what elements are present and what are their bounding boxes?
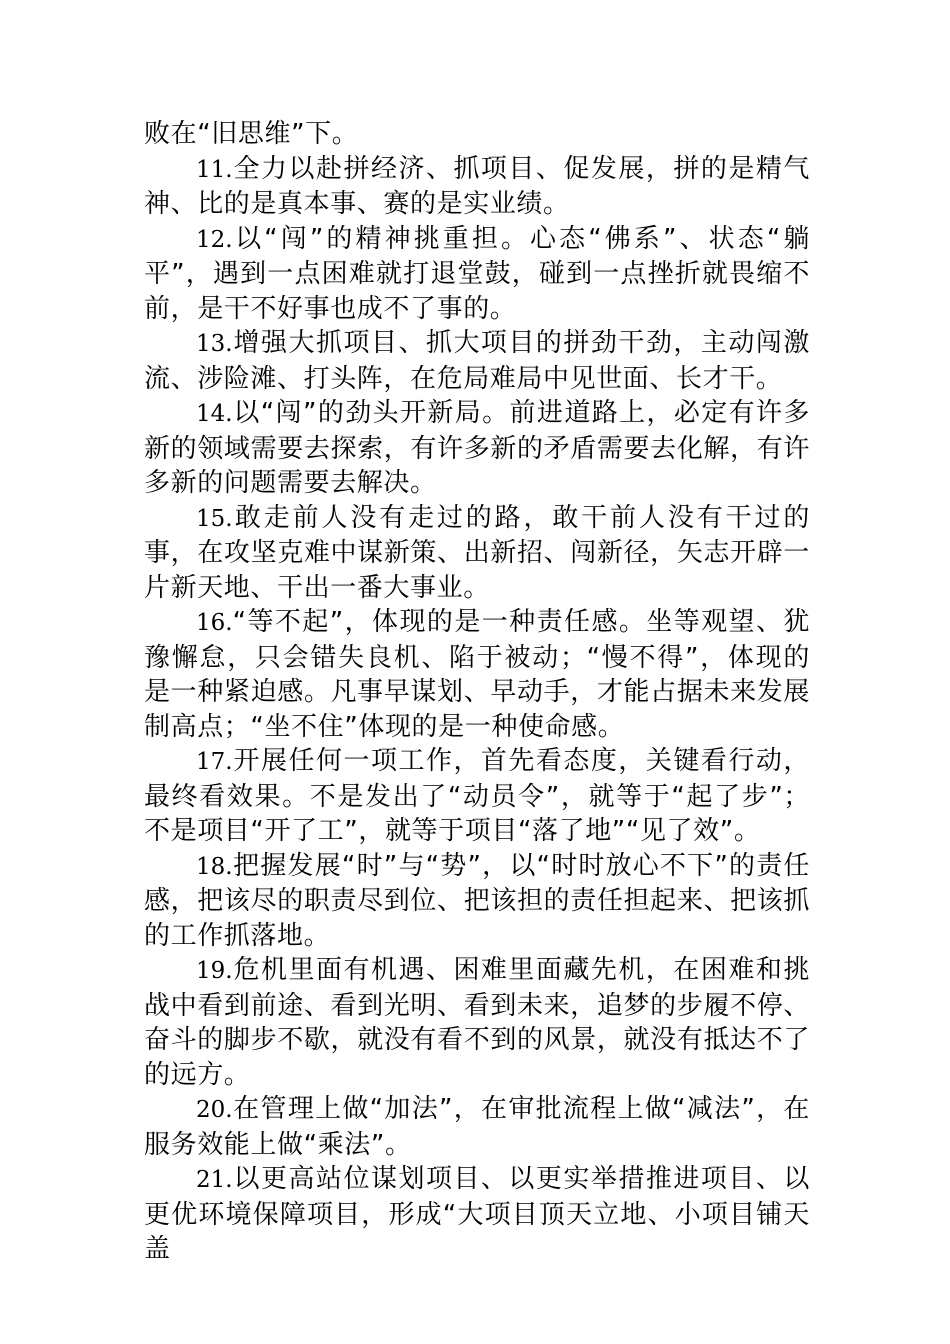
paragraph-number: 16. xyxy=(196,610,233,636)
paragraph-number: 11. xyxy=(196,156,233,183)
paragraph-text: 以更高站位谋划项目、以更实举措推进项目、以更优环境保障项目，形成“大项目顶天立地、小项目铺天盖 xyxy=(144,1164,810,1264)
paragraph-13 xyxy=(144,326,810,396)
paragraph-number: 18. xyxy=(196,853,233,880)
paragraph-text: 增强大抓项目、抓大项目的拼劲干劲，主动闯激流、涉险滩、打头阵，在危局难局中见世面、长才干。 xyxy=(144,328,810,394)
paragraph-number: 20. xyxy=(196,1097,233,1123)
paragraph-number: 21. xyxy=(196,1167,233,1193)
paragraph-20 xyxy=(144,1092,810,1162)
paragraph-text: 危机里面有机遇、困难里面藏先机，在困难和挑战中看到前途、看到光明、看到未来，追梦的步履不停、奋斗的脚步不歇，就没有看不到的风景，就没有抵达不了的远方。 xyxy=(144,955,810,1090)
paragraph-19 xyxy=(144,953,810,1092)
paragraph-21 xyxy=(144,1162,810,1267)
paragraph-text: 敢走前人没有走过的路，敢干前人没有干过的事，在攻坚克难中谋新策、出新招、闯新径，矢志开辟一片新天地、干出一番大事业。 xyxy=(144,502,810,603)
paragraph-text: 全力以赴拼经济、抓项目、促发展，拼的是精气神、比的是真本事、赛的是实业绩。 xyxy=(144,153,810,219)
paragraph-18 xyxy=(144,849,810,954)
paragraph-12 xyxy=(144,222,810,327)
paragraph-number: 12. xyxy=(196,226,233,253)
paragraph-text: 以“闯”的精神挑重担。心态“佛系”、状态“躺平”，遇到一点困难就打退堂鼓，碰到一点挫折就畏缩不前，是干不好事也成不了事的。 xyxy=(144,223,810,324)
paragraph-text: 以“闯”的劲头开新局。前进道路上，必定有许多新的领域需要去探索，有许多新的矛盾需要去化解，有许多新的问题需要去解决。 xyxy=(144,398,810,498)
paragraph-text: 败在“旧思维”下。 xyxy=(144,119,359,149)
paragraph-number: 13. xyxy=(196,331,233,357)
paragraph-11 xyxy=(144,152,810,222)
paragraph-text: 开展任何一项工作，首先看态度，关键看行动，最终看效果。不是发出了“动员令”，就等于“起了步”；不是项目“开了工”，就等于项目“落了地”“见了效”。 xyxy=(144,746,810,846)
paragraph-17 xyxy=(144,744,810,849)
paragraph-number: 19. xyxy=(196,958,233,984)
paragraph-number: 14. xyxy=(196,401,233,427)
document-page xyxy=(144,117,810,1267)
paragraph-15 xyxy=(144,501,810,606)
paragraph-text: 把握发展“时”与“势”，以“时时放心不下”的责任感，把该尽的职责尽到位、把该担的责任担起来、把该抓的工作抓落地。 xyxy=(144,850,810,951)
paragraph-16 xyxy=(144,605,810,744)
paragraph-number: 15. xyxy=(196,505,233,532)
paragraph-continuation xyxy=(144,117,810,152)
paragraph-text: “等不起”，体现的是一种责任感。坐等观望、犹豫懈怠，只会错失良机、陷于被动；“慢不得”，体现的是一种紧迫感。凡事早谋划、早动手，才能占据未来发展制高点；“坐不住”体现的是一种使命感。 xyxy=(144,607,810,742)
paragraph-text: 在管理上做“加法”，在审批流程上做“减法”，在服务效能上做“乘法”。 xyxy=(144,1094,810,1160)
paragraph-number: 17. xyxy=(196,749,233,775)
paragraph-14 xyxy=(144,396,810,501)
